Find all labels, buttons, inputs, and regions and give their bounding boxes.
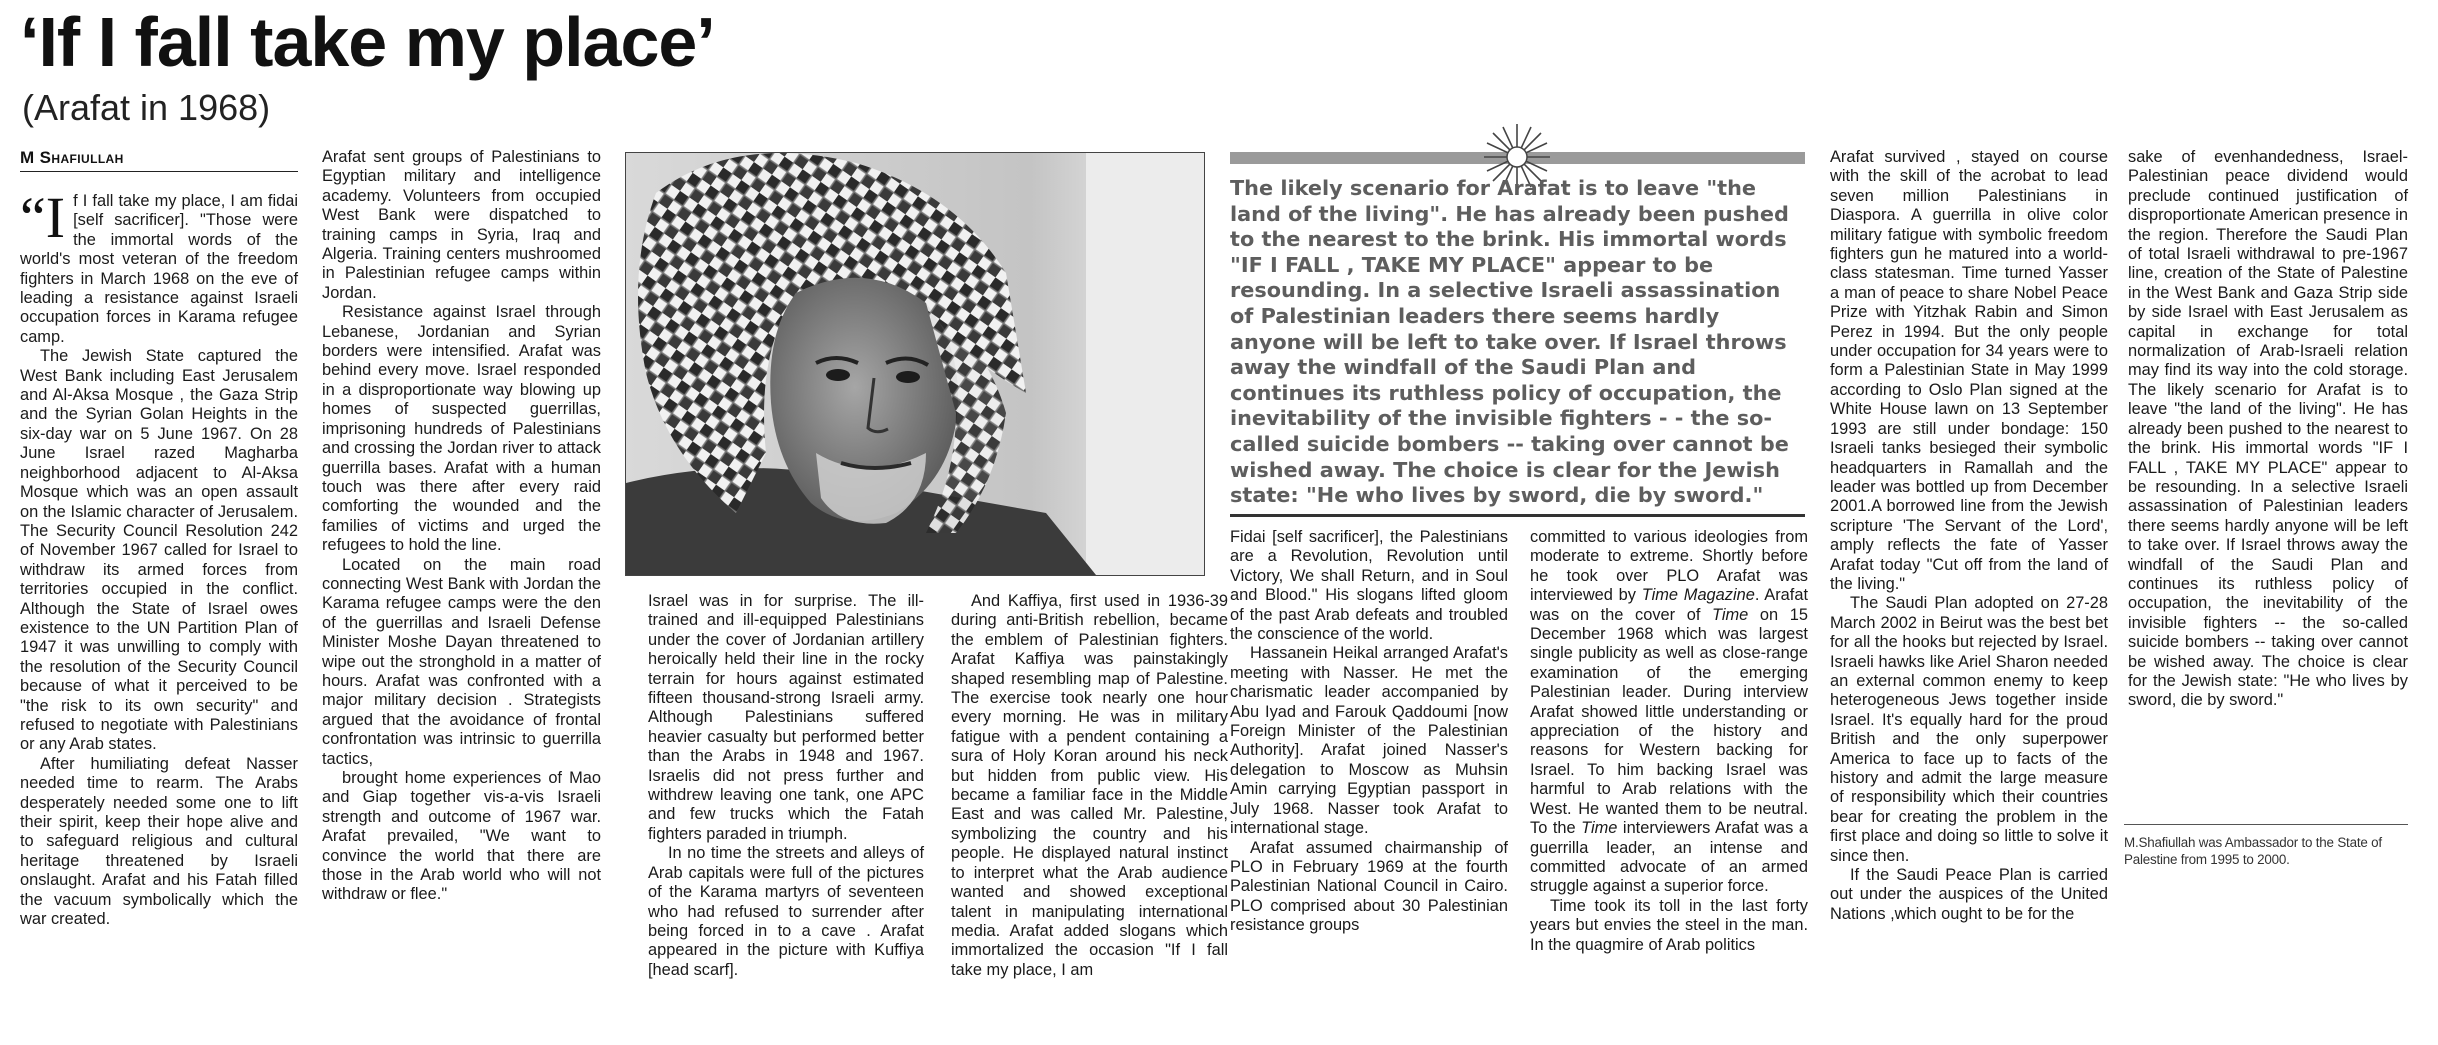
paragraph: brought home experiences of Mao and Giap together vis-a-vis Israeli strength and outcome of 1967 war. Arafat prevailed, "We want to convince the world that there are those in the Arab world who will not withdraw or flee." (322, 769, 601, 904)
paragraph: If the Saudi Peace Plan is carried out under the auspices of the United Nations ,which ought to be for the (1830, 866, 2108, 923)
paragraph: The Saudi Plan adopted on 27-28 March 2002 in Beirut was the best bet for all the hooks but rejected by Israel. Israeli hawks like Ariel Sharon needed an external common enemy to keep heterogeneous Jews together inside Israel. It's equally hard for the proud British and the only superpower America to face up to facts of the history and admit the large measure of responsibility which their countries bear for creating the problem in the first place and doing so little to solve it since then. (1830, 594, 2108, 865)
headline: ‘If I fall take my place’ (20, 3, 715, 81)
paragraph: Israel was in for surprise. The ill-trained and ill-equipped Palestinians under the cover of Jordanian artillery heroically held their line in the rocky terrain for hours against estimated fifteen thousand-strong Israeli army. Although Palestinians suffered heavier casualty but performed better than the Arabs in 1948 and 1967. Israelis did not press further and withdrew leaving one tank, one APC and few trucks which the Fatah fighters paraded in triumph. (648, 592, 924, 843)
paragraph: Time took its toll in the last forty years but envies the steel in the man. In the quagmire of Arab politics (1530, 896, 1808, 954)
byline: M Shafiullah (20, 148, 298, 172)
pull-quote (1230, 148, 1805, 522)
article-column-1 (20, 185, 298, 929)
paragraph: And Kaffiya, first used in 1936-39 during anti-British rebellion, became the emblem of Palestinian fighters. Arafat Kaffiya was painstakingly shaped resembling map of Palestine. The exercise took nearly one hour every morning. He was in military fatigue with a pendent containing a sura of Holy Koran around his neck but hidden from public view. His became a familiar face in the Middle East and was called Mr. Palestine, symbolizing the country and his people. He displayed natural instinct to interpret what the Arab audience wanted and showed exceptional talent in manipulating international media. Arafat added slogans which immortalized the occasion "If I fall take my place, I am (951, 592, 1228, 979)
arafat-photo (625, 152, 1205, 576)
article-column-5 (1230, 528, 1508, 936)
paragraph: Arafat assumed chairmanship of PLO in February 1969 at the fourth Palestinian National Council in Cairo. PLO comprised about 30 Palestinian resistance groups (1230, 838, 1508, 935)
magazine-name: Time Magazine (1641, 586, 1755, 605)
paragraph: committed to various ideologies from moderate to extreme. Shortly before he took over PLO Arafat was interviewed by Time Magazine. Arafat was on the cover of Time on 15 December 1968 which was largest single publicity as well as close-range examination of the emerging Palestinian leader. During interview Arafat showed little understanding or appreciation of the history and reasons for Western backing for Israel. To him backing Israel was harmful to Arab relations with the West. He wanted them to be neutral. To the Time interviewers Arafat was a guerrilla leader, an intense and committed advocate of an armed struggle against a superior force. (1530, 528, 1808, 896)
article-column-8 (2128, 148, 2408, 711)
pull-quote-text: The likely scenario for Arafat is to leave "the land of the living". He has already been pushed to the nearest to the brink. His immortal words "IF I FALL , TAKE MY PLACE" appear to be resounding. In a selective Israeli assassination of Palestinian leaders there seems hardly anyone will be left to take over. If Israel throws away the windfall of the Saudi Plan and continues its ruthless policy of occupation, the inevitability of the invisible fighters - - the so-called suicide bombers -- taking over cannot be wished away. The choice is clear for the Jewish state: "He who lives by sword, die by sword." (1230, 176, 1789, 508)
drop-cap: “I (20, 185, 66, 250)
paragraph: Arafat sent groups of Palestinians to Egyptian military and intelligence academy. Volunteers from occupied West Bank were dispatched to training camps in Syria, Iraq and Algeria. Training centers mushroomed in Palestinian refugee camps within Jordan. (322, 148, 601, 302)
paragraph: Located on the main road connecting West Bank with Jordan the Karama refugee camps were the den of the guerrillas and Israeli Defense Minister Moshe Dayan threatened to wipe out the stronghold in a matter of hours. Arafat was confronted with a major military decision . Strategists argued that the avoidance of frontal confrontation was intrinsic to guerrilla tactics, (322, 555, 601, 768)
paragraph: Fidai [self sacrificer], the Palestinians are a Revolution, Revolution until Victory, We shall Return, and in Soul and Blood." His slogans lifted gloom of the past Arab defeats and troubled the conscience of the world. (1230, 528, 1508, 644)
paragraph: In no time the streets and alleys of Arab capitals were full of the pictures of the Karama martyrs of seventeen who had refused to surrender after being forced in to a cave . Arafat appeared in the picture with Kuffiya [head scarf]. (648, 844, 924, 979)
magazine-name: Time (1712, 605, 1749, 624)
magazine-name: Time (1581, 819, 1618, 838)
author-note-rule (2124, 824, 2408, 825)
author-note: M.Shafiullah was Ambassador to the State of Palestine from 1995 to 2000. (2124, 835, 2382, 867)
article-column-4 (951, 592, 1228, 980)
pull-quote-rule (1230, 514, 1805, 517)
paragraph: Resistance against Israel through Lebanese, Jordanian and Syrian borders were intensified. Arafat was behind every move. Israel responded in a disproportionate way blowing up homes of suspected guerrillas, imprisoning hundreds of Palestinians and crossing the Jordan river to attack guerrilla bases. Arafat with a human touch was there after every raid comforting the wounded and the families of victims and urged the refugees to hold the line. (322, 303, 601, 555)
paragraph: Arafat survived , stayed on course with the skill of the acrobat to lead seven million Palestinians in Diaspora. A guerrilla in olive color military fatigue with symbolic freedom fighters gun he matured into a world-class statesman. Time turned Yasser a man of peace to share Nobel Peace Prize with Yitzhak Rabin and Simon Perez in 1994. But the only people under occupation for 34 years were to form a Palestinian State in May 1999 according to Oslo Plan signed at the White House lawn on 13 September 1993 are still under bondage: 150 Israeli tanks besieged their symbolic headquarters in Ramallah and the leader was bottled up from December 2001.A borrowed line from the Jewish scripture 'The Servant of the Lord', amply reflects the fate of Yasser Arafat today "Cut off from the land of the living." (1830, 148, 2108, 593)
article-column-7 (1830, 148, 2108, 924)
portrait-illustration (626, 153, 1204, 575)
article-column-6 (1530, 528, 1808, 955)
paragraph: sake of evenhandedness, Israel-Palestinian peace dividend would preclude continued justification of disproportionate American presence in the region. Therefore the Saudi Plan of total Israeli withdrawal to pre-1967 line, creation of the State of Palestine in the West Bank and Gaza Strip side by side Israel with East Jerusalem as capital in exchange for total normalization of Arab-Israeli relation may find its way into the cold storage. The likely scenario for Arafat is to leave "the land of the living". He has already been pushed to the nearest to the brink. His immortal words "IF I FALL , TAKE MY PLACE" appear to be resounding. In a selective Israeli assassination of Palestinian leaders there seems hardly anyone will be left to take over. If Israel throws away the windfall of the Saudi Plan and continues its ruthless policy of occupation, the inevitability of the invisible fighters -- the so-called suicide bombers -- taking over cannot be wished away. The choice is clear for the Jewish state: "He who lives by sword, die by sword." (2128, 148, 2408, 710)
paragraph: Hassanein Heikal arranged Arafat's meeting with Nasser. He met the charismatic leader accompanied by Abu Iyad and Farouk Qaddoumi [now Foreign Minister of the Palestinian Authority]. Arafat joined Nasser's delegation to Moscow as Muhsin Amin carrying Egyptian passport in July 1968. Nasser took Arafat to international stage. (1230, 644, 1508, 838)
article-column-3 (648, 592, 924, 980)
subhead: (Arafat in 1968) (22, 87, 271, 128)
paragraph: The Jewish State captured the West Bank including East Jerusalem and Al-Aksa Mosque , the Gaza Strip and the Syrian Golan Heights in the six-day war on 5 June 1967. On 28 June Israel razed Magharba neighborhood adjacent to Al-Aksa Mosque which was an open assault on the Islamic character of Jerusalem. The Security Council Resolution 242 of November 1967 called for Israel to withdraw its armed forces from territories occupied in the conflict. Although the State of Israel owes existence to the UN Partition Plan of 1947 it was unwilling to comply with the resolution of the Security Council because of what it perceived to be "the risk to its own security" and refused to negotiate with Palestinians or any Arab states. (20, 347, 298, 754)
lead-paragraph: “I f I fall take my place, I am fidai [self sacrificer]. "Those were the immortal words of the world's most veteran of the freedom fighters in March 1968 on the eve of leading a resistance against Israeli occupation forces in Karama refugee camp. (20, 185, 298, 346)
article-column-2 (322, 148, 601, 905)
paragraph: After humiliating defeat Nasser needed time to rearm. The Arabs desperately needed some one to lift their spirit, keep their hope alive and to safeguard religious and cultural heritage threatened by Israeli onslaught. Arafat and his Fatah filled the vacuum symbolically which the war created. (20, 754, 298, 929)
